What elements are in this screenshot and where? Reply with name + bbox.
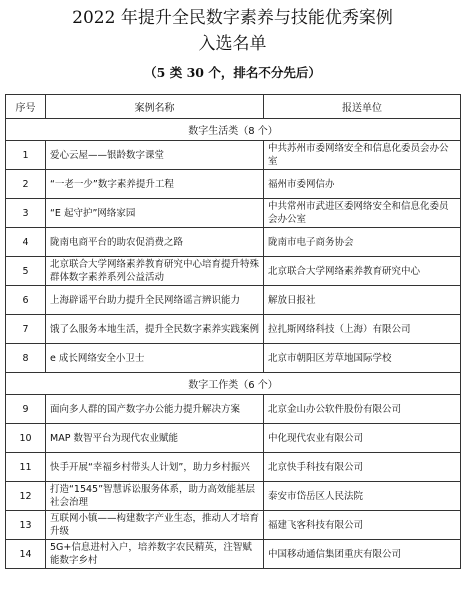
table-row (6, 170, 461, 199)
row-number: 10 (6, 424, 46, 453)
case-name: 5G+信息进村入户，培养数字农民精英，注智赋能数字乡村 (46, 540, 264, 569)
case-name: 爱心云屋——银龄数字课堂 (46, 141, 264, 170)
organization: 北京联合大学网络素养教育研究中心 (264, 257, 461, 286)
organization: 北京市朝阳区芳草地国际学校 (264, 344, 461, 373)
row-number: 4 (6, 228, 46, 257)
row-number: 8 (6, 344, 46, 373)
case-name: 上海辟谣平台助力提升全民网络谣言辨识能力 (46, 286, 264, 315)
table-row (6, 141, 461, 170)
row-number: 11 (6, 453, 46, 482)
organization: 中化现代农业有限公司 (264, 424, 461, 453)
row-number: 12 (6, 482, 46, 511)
section-label: 数字工作类（6 个） (6, 373, 461, 395)
case-name: “一老一少”数字素养提升工程 (46, 170, 264, 199)
organization: 中国移动通信集团重庆有限公司 (264, 540, 461, 569)
table-row (6, 286, 461, 315)
case-name: MAP 数智平台为现代农业赋能 (46, 424, 264, 453)
table-row (6, 228, 461, 257)
section-label: 数字生活类（8 个） (6, 119, 461, 141)
row-number: 13 (6, 511, 46, 540)
table-row (6, 315, 461, 344)
section-row (6, 119, 461, 141)
table-row (6, 199, 461, 228)
organization: 福建飞客科技有限公司 (264, 511, 461, 540)
organization: 拉扎斯网络科技（上海）有限公司 (264, 315, 461, 344)
page-title-line2: 入选名单 (198, 34, 267, 54)
page-title: 2022 年提升全民数字素养与技能优秀案例 (72, 8, 393, 28)
organization: 中共苏州市委网络安全和信息化委员会办公室 (264, 141, 461, 170)
case-table (5, 94, 461, 569)
row-number: 14 (6, 540, 46, 569)
case-name: 北京联合大学网络素养教育研究中心培育提升特殊群体数字素养系列公益活动 (46, 257, 264, 286)
case-name: 快手开展“幸福乡村带头人计划”，助力乡村振兴 (46, 453, 264, 482)
case-name: 饿了么服务本地生活，提升全民数字素养实践案例 (46, 315, 264, 344)
row-number: 5 (6, 257, 46, 286)
case-name: 陇南电商平台的助农促消费之路 (46, 228, 264, 257)
row-number: 2 (6, 170, 46, 199)
organization: 陇南市电子商务协会 (264, 228, 461, 257)
case-name: e 成长网络安全小卫士 (46, 344, 264, 373)
table-row (6, 257, 461, 286)
table-row (6, 511, 461, 540)
organization: 泰安市岱岳区人民法院 (264, 482, 461, 511)
case-name: 互联网小镇——构建数字产业生态，推动人才培育升级 (46, 511, 264, 540)
table-row (6, 395, 461, 424)
organization: 北京金山办公软件股份有限公司 (264, 395, 461, 424)
organization: 中共常州市武进区委网络安全和信息化委员会办公室 (264, 199, 461, 228)
case-name: 打造“1545”智慧诉讼服务体系，助力高效能基层社会治理 (46, 482, 264, 511)
table-row (6, 453, 461, 482)
section-row (6, 373, 461, 395)
table-row (6, 424, 461, 453)
organization: 北京快手科技有限公司 (264, 453, 461, 482)
row-number: 3 (6, 199, 46, 228)
case-name: “E 起守护”网络家园 (46, 199, 264, 228)
table-header-row (6, 95, 461, 119)
row-number: 7 (6, 315, 46, 344)
row-number: 6 (6, 286, 46, 315)
page-subtitle: （5 类 30 个，排名不分先后） (144, 65, 321, 80)
row-number: 1 (6, 141, 46, 170)
case-name: 面向多人群的国产数字办公能力提升解决方案 (46, 395, 264, 424)
table-row (6, 482, 461, 511)
organization: 解放日报社 (264, 286, 461, 315)
row-number: 9 (6, 395, 46, 424)
col-header-case-name: 案例名称 (46, 95, 264, 119)
organization: 福州市委网信办 (264, 170, 461, 199)
table-row (6, 344, 461, 373)
col-header-organization: 报送单位 (264, 95, 461, 119)
col-header-number: 序号 (6, 95, 46, 119)
table-row (6, 540, 461, 569)
